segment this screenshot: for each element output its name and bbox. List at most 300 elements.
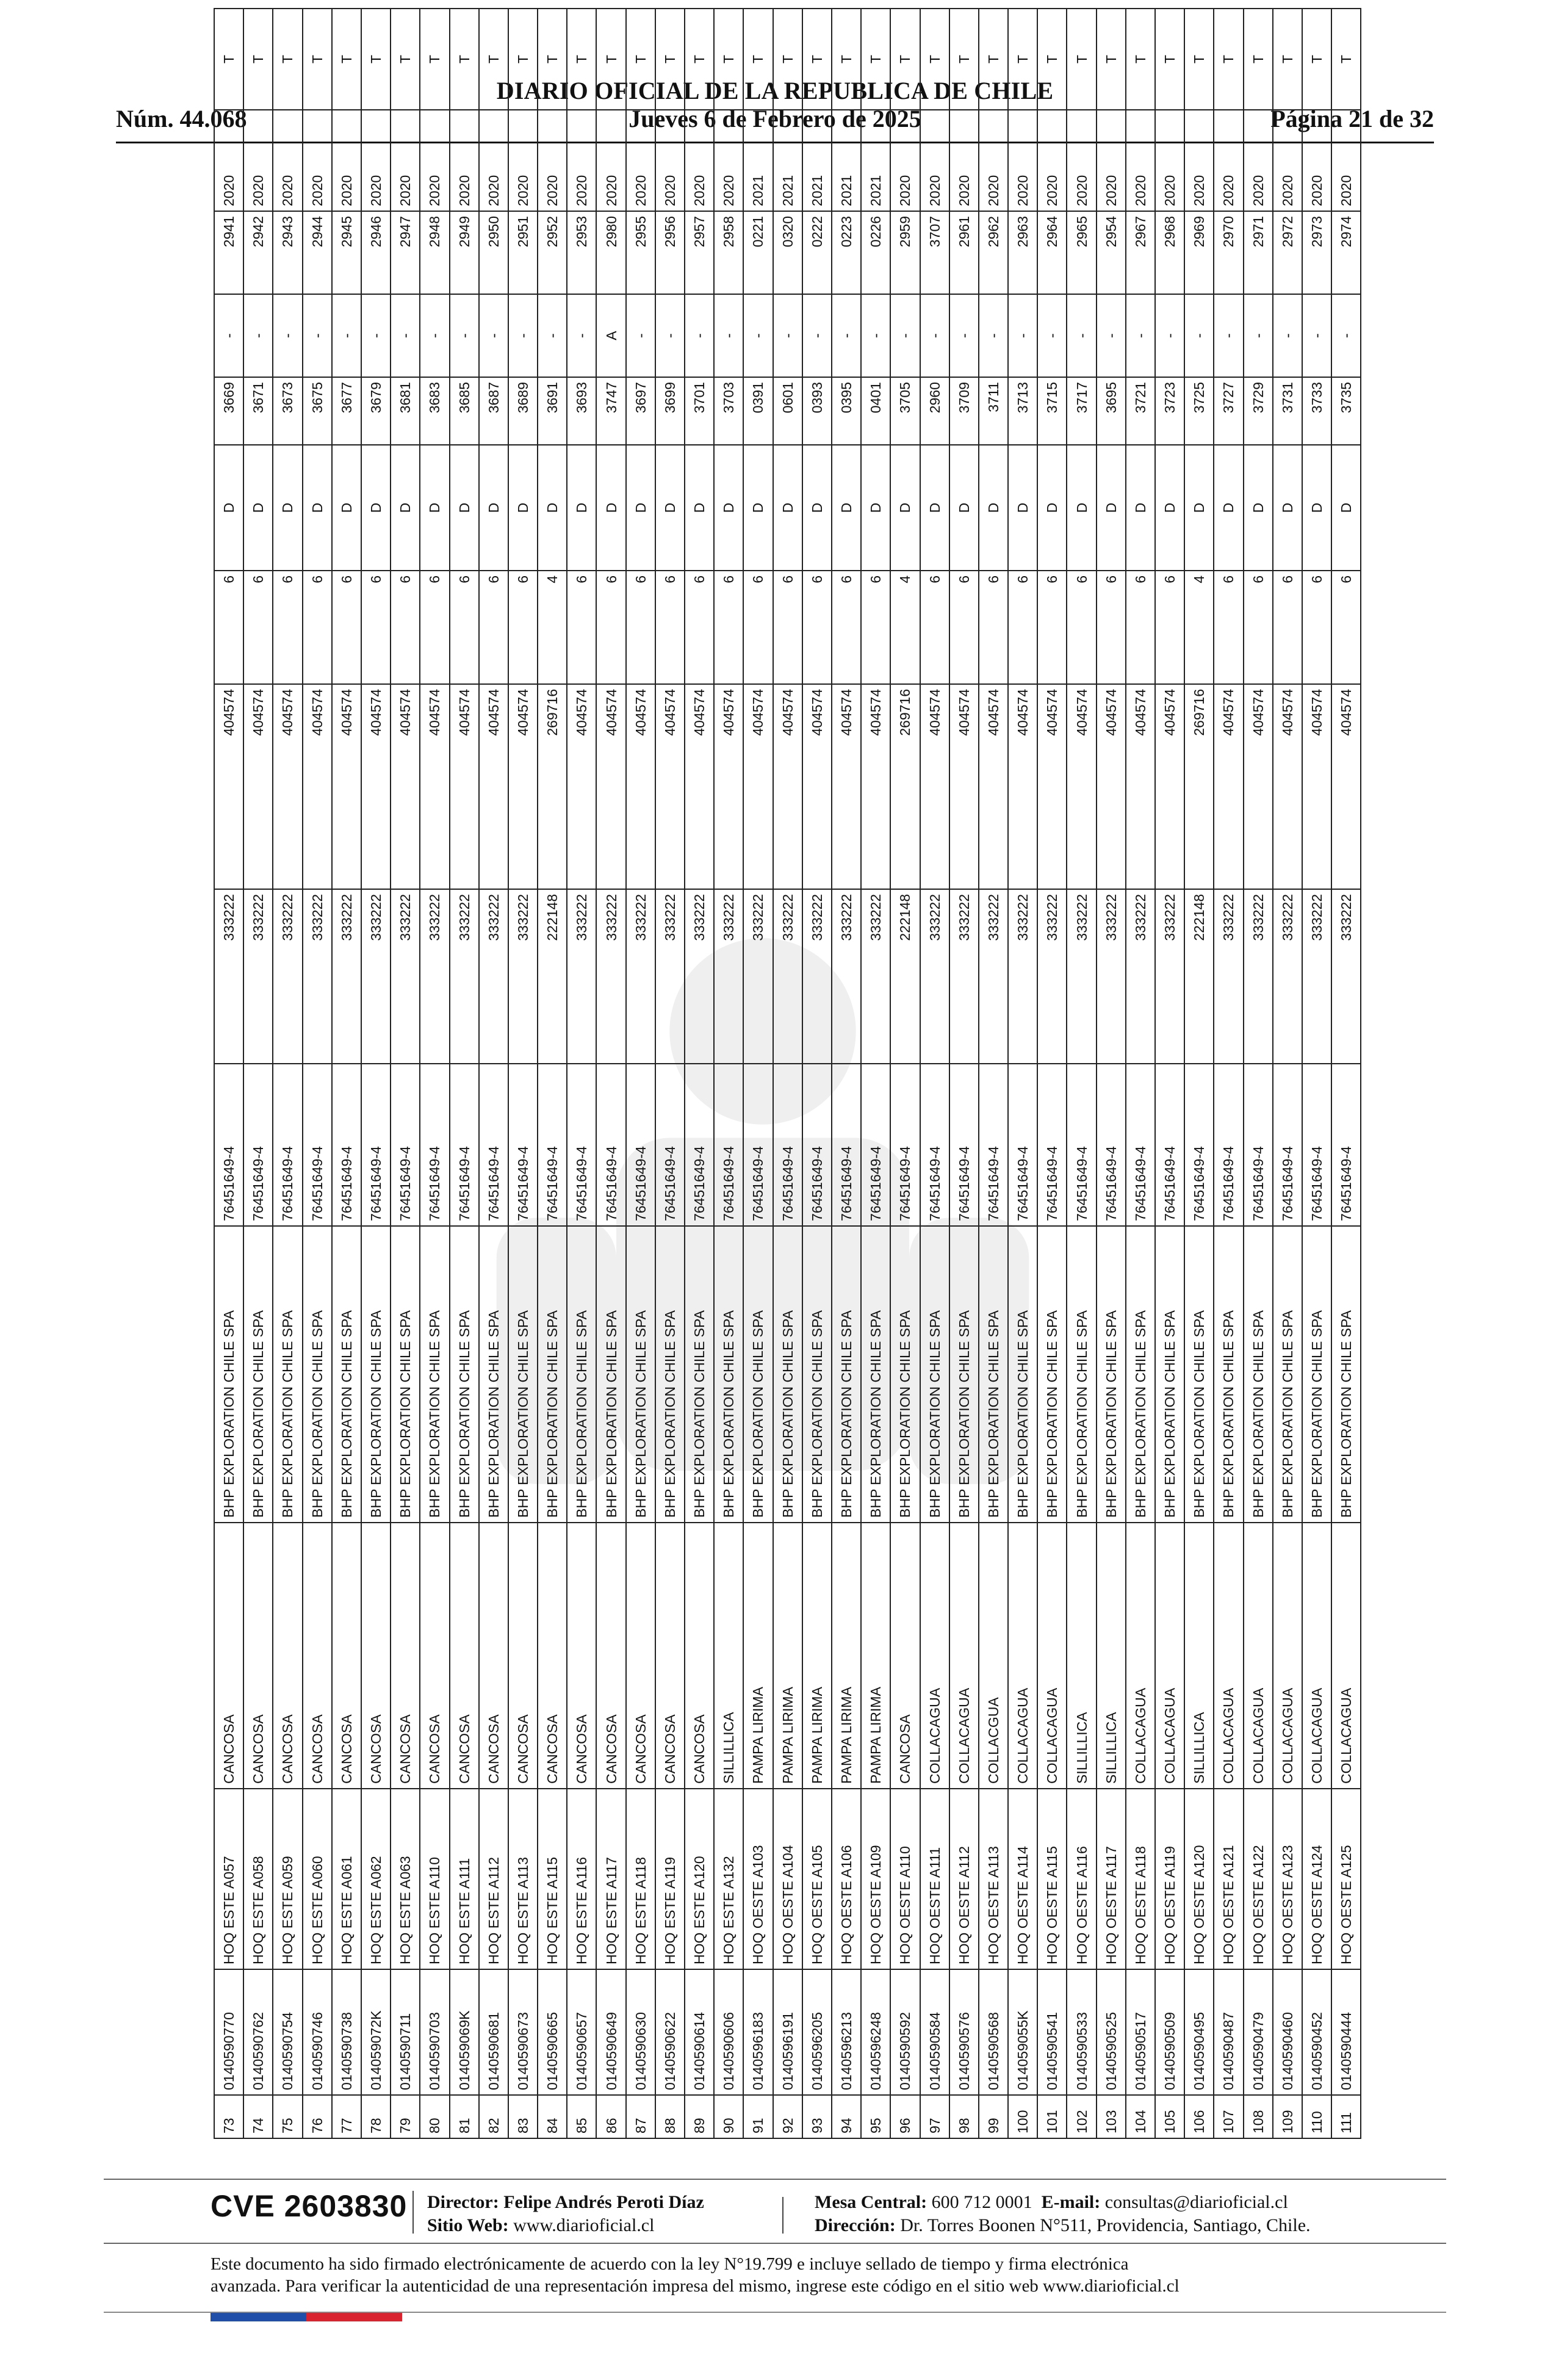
table-cell: 0140590592 bbox=[890, 1969, 920, 2095]
table-cell: HOQ ESTE A132 bbox=[714, 1789, 743, 1969]
table-cell: D bbox=[243, 445, 273, 571]
table-cell: 3685 bbox=[450, 377, 479, 445]
table-cell: 3701 bbox=[685, 377, 714, 445]
table-cell: 106 bbox=[1184, 2095, 1214, 2138]
table-cell: 2020 bbox=[303, 110, 332, 211]
table-row bbox=[1184, 9, 1214, 2138]
table-cell: T bbox=[567, 9, 596, 110]
table-row bbox=[479, 9, 508, 2138]
table-cell: 0140590479 bbox=[1244, 1969, 1273, 2095]
table-cell: 333222 bbox=[1097, 889, 1126, 1064]
table-cell: 3669 bbox=[214, 377, 243, 445]
table-cell: 2964 bbox=[1037, 211, 1067, 294]
table-cell: 4 bbox=[890, 571, 920, 684]
table-cell: D bbox=[1273, 445, 1302, 571]
table-cell: - bbox=[1008, 294, 1037, 377]
table-cell: - bbox=[508, 294, 538, 377]
table-cell: SILLILLICA bbox=[714, 1523, 743, 1789]
table-cell: 3707 bbox=[920, 211, 949, 294]
table-cell: 333222 bbox=[832, 889, 861, 1064]
table-cell: 2020 bbox=[596, 110, 625, 211]
table-cell: 6 bbox=[1331, 571, 1361, 684]
table-cell: T bbox=[273, 9, 302, 110]
page-number: Página 21 de 32 bbox=[1270, 105, 1434, 132]
table-cell: 6 bbox=[1067, 571, 1096, 684]
table-cell: 6 bbox=[479, 571, 508, 684]
table-cell: 0140596213 bbox=[832, 1969, 861, 2095]
table-cell: - bbox=[685, 294, 714, 377]
table-cell: BHP EXPLORATION CHILE SPA bbox=[743, 1226, 773, 1523]
table-cell: 3681 bbox=[391, 377, 420, 445]
table-cell: - bbox=[979, 294, 1008, 377]
table-cell: D bbox=[214, 445, 243, 571]
director-label: Director: bbox=[427, 2192, 499, 2212]
table-cell: 2020 bbox=[1155, 110, 1184, 211]
table-cell: 110 bbox=[1302, 2095, 1331, 2138]
table-cell: 404574 bbox=[1302, 684, 1331, 889]
table-row bbox=[1067, 9, 1096, 2138]
table-cell: PAMPA LIRIMA bbox=[743, 1523, 773, 1789]
table-cell: 2945 bbox=[332, 211, 361, 294]
table-cell: 333222 bbox=[420, 889, 449, 1064]
table-cell: 2020 bbox=[1126, 110, 1155, 211]
table-cell: - bbox=[890, 294, 920, 377]
table-cell: T bbox=[1214, 9, 1243, 110]
table-cell: BHP EXPLORATION CHILE SPA bbox=[626, 1226, 655, 1523]
table-cell: A bbox=[596, 294, 625, 377]
table-cell: 2946 bbox=[361, 211, 391, 294]
table-cell: 76451649-4 bbox=[1244, 1064, 1273, 1226]
table-cell: HOQ ESTE A110 bbox=[420, 1789, 449, 1969]
table-cell: T bbox=[1244, 9, 1273, 110]
table-row bbox=[1244, 9, 1273, 2138]
table-cell: COLLACAGUA bbox=[1214, 1523, 1243, 1789]
table-cell: 76451649-4 bbox=[303, 1064, 332, 1226]
table-cell: 76451649-4 bbox=[743, 1064, 773, 1226]
table-cell: 2969 bbox=[1184, 211, 1214, 294]
table-cell: T bbox=[1037, 9, 1067, 110]
director-name: Felipe Andrés Peroti Díaz bbox=[503, 2192, 704, 2212]
table-cell: T bbox=[979, 9, 1008, 110]
table-cell: BHP EXPLORATION CHILE SPA bbox=[567, 1226, 596, 1523]
table-cell: 6 bbox=[508, 571, 538, 684]
table-row bbox=[1302, 9, 1331, 2138]
table-row bbox=[802, 9, 832, 2138]
table-cell: 2020 bbox=[243, 110, 273, 211]
table-cell: HOQ ESTE A063 bbox=[391, 1789, 420, 1969]
table-cell: 83 bbox=[508, 2095, 538, 2138]
table-cell: 0221 bbox=[743, 211, 773, 294]
table-cell: 404574 bbox=[979, 684, 1008, 889]
table-cell: 014059055K bbox=[1008, 1969, 1037, 2095]
table-cell: HOQ OESTE A114 bbox=[1008, 1789, 1037, 1969]
table-row bbox=[538, 9, 567, 2138]
table-cell: 333222 bbox=[743, 889, 773, 1064]
table-cell: BHP EXPLORATION CHILE SPA bbox=[1155, 1226, 1184, 1523]
table-cell: 2954 bbox=[1097, 211, 1126, 294]
table-cell: 333222 bbox=[1214, 889, 1243, 1064]
table-cell: 109 bbox=[1273, 2095, 1302, 2138]
table-cell: T bbox=[332, 9, 361, 110]
table-cell: 0140590568 bbox=[979, 1969, 1008, 2095]
table-cell: BHP EXPLORATION CHILE SPA bbox=[1302, 1226, 1331, 1523]
table-cell: HOQ ESTE A111 bbox=[450, 1789, 479, 1969]
table-cell: 404574 bbox=[832, 684, 861, 889]
table-cell: CANCOSA bbox=[332, 1523, 361, 1789]
table-cell: HOQ OESTE A113 bbox=[979, 1789, 1008, 1969]
table-cell: 78 bbox=[361, 2095, 391, 2138]
table-cell: 76451649-4 bbox=[626, 1064, 655, 1226]
table-cell: - bbox=[361, 294, 391, 377]
table-cell: HOQ ESTE A115 bbox=[538, 1789, 567, 1969]
table-cell: CANCOSA bbox=[567, 1523, 596, 1789]
table-cell: 3695 bbox=[1097, 377, 1126, 445]
table-cell: 333222 bbox=[567, 889, 596, 1064]
table-cell: HOQ ESTE A119 bbox=[655, 1789, 685, 1969]
table-cell: D bbox=[920, 445, 949, 571]
table-cell: 76451649-4 bbox=[1302, 1064, 1331, 1226]
table-cell: 2020 bbox=[567, 110, 596, 211]
table-cell: 4 bbox=[538, 571, 567, 684]
table-cell: 2967 bbox=[1126, 211, 1155, 294]
table-cell: 6 bbox=[949, 571, 979, 684]
table-cell: - bbox=[243, 294, 273, 377]
table-row bbox=[979, 9, 1008, 2138]
table-row bbox=[832, 9, 861, 2138]
table-cell: HOQ OESTE A106 bbox=[832, 1789, 861, 1969]
table-cell: - bbox=[1331, 294, 1361, 377]
table-cell: 0140590444 bbox=[1331, 1969, 1361, 2095]
table-cell: 0140590649 bbox=[596, 1969, 625, 2095]
table-cell: D bbox=[890, 445, 920, 571]
table-cell: D bbox=[479, 445, 508, 571]
table-cell: 2020 bbox=[508, 110, 538, 211]
email-link[interactable]: consultas@diarioficial.cl bbox=[1104, 2192, 1288, 2212]
table-row bbox=[391, 9, 420, 2138]
table-cell: - bbox=[479, 294, 508, 377]
table-cell: 3691 bbox=[538, 377, 567, 445]
table-cell: HOQ ESTE A117 bbox=[596, 1789, 625, 1969]
table-cell: 76451649-4 bbox=[714, 1064, 743, 1226]
table-cell: HOQ OESTE A105 bbox=[802, 1789, 832, 1969]
table-row bbox=[1331, 9, 1361, 2138]
table-cell: 76451649-4 bbox=[361, 1064, 391, 1226]
table-cell: 3731 bbox=[1273, 377, 1302, 445]
table-cell: 100 bbox=[1008, 2095, 1037, 2138]
table-cell: 76451649-4 bbox=[450, 1064, 479, 1226]
table-cell: 333222 bbox=[332, 889, 361, 1064]
table-cell: CANCOSA bbox=[361, 1523, 391, 1789]
table-cell: T bbox=[890, 9, 920, 110]
table-cell: 333222 bbox=[1155, 889, 1184, 1064]
table-cell: HOQ ESTE A118 bbox=[626, 1789, 655, 1969]
table-cell: 3723 bbox=[1155, 377, 1184, 445]
table-cell: 76451649-4 bbox=[802, 1064, 832, 1226]
table-cell: D bbox=[361, 445, 391, 571]
table-cell: 6 bbox=[420, 571, 449, 684]
table-cell: 81 bbox=[450, 2095, 479, 2138]
table-cell: D bbox=[596, 445, 625, 571]
table-cell: 85 bbox=[567, 2095, 596, 2138]
table-cell: BHP EXPLORATION CHILE SPA bbox=[1214, 1226, 1243, 1523]
table-cell: 269716 bbox=[890, 684, 920, 889]
table-cell: D bbox=[626, 445, 655, 571]
table-row bbox=[655, 9, 685, 2138]
table-cell: 76451649-4 bbox=[1155, 1064, 1184, 1226]
table-cell: 333222 bbox=[361, 889, 391, 1064]
table-cell: 2021 bbox=[773, 110, 802, 211]
table-cell: 2020 bbox=[1244, 110, 1273, 211]
table-cell: 2021 bbox=[743, 110, 773, 211]
table-cell: PAMPA LIRIMA bbox=[861, 1523, 890, 1789]
table-cell: T bbox=[391, 9, 420, 110]
legal-notice bbox=[211, 2253, 1370, 2297]
table-cell: 76451649-4 bbox=[1331, 1064, 1361, 1226]
table-cell: HOQ OESTE A116 bbox=[1067, 1789, 1096, 1969]
site-label: Sitio Web: bbox=[427, 2215, 509, 2235]
table-cell: - bbox=[1037, 294, 1067, 377]
table-cell: COLLACAGUA bbox=[1155, 1523, 1184, 1789]
table-cell: T bbox=[538, 9, 567, 110]
table-cell: 2958 bbox=[714, 211, 743, 294]
table-cell: 80 bbox=[420, 2095, 449, 2138]
table-cell: COLLACAGUA bbox=[1331, 1523, 1361, 1789]
table-cell: 333222 bbox=[1331, 889, 1361, 1064]
table-cell: 96 bbox=[890, 2095, 920, 2138]
table-cell: BHP EXPLORATION CHILE SPA bbox=[1273, 1226, 1302, 1523]
table-cell: HOQ ESTE A113 bbox=[508, 1789, 538, 1969]
table-row bbox=[273, 9, 302, 2138]
table-cell: BHP EXPLORATION CHILE SPA bbox=[596, 1226, 625, 1523]
table-cell: - bbox=[214, 294, 243, 377]
table-cell: 404574 bbox=[508, 684, 538, 889]
table-cell: 333222 bbox=[243, 889, 273, 1064]
table-cell: 2949 bbox=[450, 211, 479, 294]
table-cell: COLLACGUA bbox=[979, 1523, 1008, 1789]
table-cell: - bbox=[743, 294, 773, 377]
table-cell: 6 bbox=[243, 571, 273, 684]
table-row bbox=[1273, 9, 1302, 2138]
table-cell: 269716 bbox=[538, 684, 567, 889]
table-cell: - bbox=[1184, 294, 1214, 377]
table-cell: 3735 bbox=[1331, 377, 1361, 445]
table-cell: HOQ OESTE A123 bbox=[1273, 1789, 1302, 1969]
table-cell: 333222 bbox=[949, 889, 979, 1064]
table-cell: 2020 bbox=[655, 110, 685, 211]
table-cell: HOQ OESTE A104 bbox=[773, 1789, 802, 1969]
table-cell: T bbox=[450, 9, 479, 110]
table-cell: 6 bbox=[1126, 571, 1155, 684]
table-cell: 79 bbox=[391, 2095, 420, 2138]
table-cell: HOQ OESTE A121 bbox=[1214, 1789, 1243, 1969]
table-cell: T bbox=[361, 9, 391, 110]
table-cell: HOQ OESTE A117 bbox=[1097, 1789, 1126, 1969]
contact-block bbox=[815, 2191, 1311, 2237]
table-cell: BHP EXPLORATION CHILE SPA bbox=[920, 1226, 949, 1523]
table-cell: 333222 bbox=[979, 889, 1008, 1064]
table-row bbox=[743, 9, 773, 2138]
table-cell: T bbox=[626, 9, 655, 110]
table-cell: 6 bbox=[567, 571, 596, 684]
table-cell: 0140590576 bbox=[949, 1969, 979, 2095]
table-cell: 0391 bbox=[743, 377, 773, 445]
table-cell: 0140590762 bbox=[243, 1969, 273, 2095]
table-cell: 2970 bbox=[1214, 211, 1243, 294]
table-cell: BHP EXPLORATION CHILE SPA bbox=[949, 1226, 979, 1523]
table-cell: 87 bbox=[626, 2095, 655, 2138]
table-cell: BHP EXPLORATION CHILE SPA bbox=[1331, 1226, 1361, 1523]
table-row bbox=[861, 9, 890, 2138]
table-cell: 404574 bbox=[567, 684, 596, 889]
table-cell: 0140590673 bbox=[508, 1969, 538, 2095]
table-cell: 2020 bbox=[538, 110, 567, 211]
table-cell: BHP EXPLORATION CHILE SPA bbox=[538, 1226, 567, 1523]
table-cell: 404574 bbox=[243, 684, 273, 889]
table-cell: 0140590630 bbox=[626, 1969, 655, 2095]
table-cell: 3709 bbox=[949, 377, 979, 445]
table-cell: BHP EXPLORATION CHILE SPA bbox=[391, 1226, 420, 1523]
table-cell: T bbox=[1155, 9, 1184, 110]
table-cell: 0395 bbox=[832, 377, 861, 445]
table-cell: HOQ OESTE A125 bbox=[1331, 1789, 1361, 1969]
table-cell: - bbox=[1214, 294, 1243, 377]
table-cell: - bbox=[626, 294, 655, 377]
table-cell: PAMPA LIRIMA bbox=[773, 1523, 802, 1789]
table-cell: 404574 bbox=[450, 684, 479, 889]
table-cell: 333222 bbox=[1302, 889, 1331, 1064]
table-cell: 0222 bbox=[802, 211, 832, 294]
table-cell: 3715 bbox=[1037, 377, 1067, 445]
table-cell: 333222 bbox=[1273, 889, 1302, 1064]
table-row bbox=[949, 9, 979, 2138]
table-cell: - bbox=[832, 294, 861, 377]
table-cell: T bbox=[479, 9, 508, 110]
table-row bbox=[450, 9, 479, 2138]
table-cell: 6 bbox=[920, 571, 949, 684]
table-cell: 0140596191 bbox=[773, 1969, 802, 2095]
table-cell: 404574 bbox=[479, 684, 508, 889]
table-cell: 404574 bbox=[626, 684, 655, 889]
table-cell: 104 bbox=[1126, 2095, 1155, 2138]
table-cell: 0140590460 bbox=[1273, 1969, 1302, 2095]
table-cell: D bbox=[1126, 445, 1155, 571]
table-cell: 404574 bbox=[1037, 684, 1067, 889]
table-cell: - bbox=[303, 294, 332, 377]
table-cell: 404574 bbox=[802, 684, 832, 889]
table-row bbox=[685, 9, 714, 2138]
table-cell: 76451649-4 bbox=[420, 1064, 449, 1226]
table-cell: 0140590487 bbox=[1214, 1969, 1243, 2095]
table-cell: CANCOSA bbox=[508, 1523, 538, 1789]
table-cell: BHP EXPLORATION CHILE SPA bbox=[655, 1226, 685, 1523]
table-cell: 6 bbox=[685, 571, 714, 684]
table-cell: 98 bbox=[949, 2095, 979, 2138]
table-cell: PAMPA LIRIMA bbox=[802, 1523, 832, 1789]
table-cell: 2971 bbox=[1244, 211, 1273, 294]
table-cell: 3693 bbox=[567, 377, 596, 445]
table-cell: BHP EXPLORATION CHILE SPA bbox=[420, 1226, 449, 1523]
table-cell: 0401 bbox=[861, 377, 890, 445]
table-cell: 6 bbox=[273, 571, 302, 684]
table-cell: - bbox=[861, 294, 890, 377]
table-row bbox=[243, 9, 273, 2138]
table-cell: D bbox=[273, 445, 302, 571]
table-cell: BHP EXPLORATION CHILE SPA bbox=[1008, 1226, 1037, 1523]
table-cell: 101 bbox=[1037, 2095, 1067, 2138]
table-cell: - bbox=[1244, 294, 1273, 377]
table-cell: 76451649-4 bbox=[332, 1064, 361, 1226]
table-cell: BHP EXPLORATION CHILE SPA bbox=[243, 1226, 273, 1523]
table-cell: COLLACAGUA bbox=[1302, 1523, 1331, 1789]
table-cell: 2020 bbox=[479, 110, 508, 211]
table-cell: CANCOSA bbox=[450, 1523, 479, 1789]
table-cell: 333222 bbox=[1126, 889, 1155, 1064]
table-cell: 2963 bbox=[1008, 211, 1037, 294]
table-cell: 76451649-4 bbox=[861, 1064, 890, 1226]
table-cell: 333222 bbox=[303, 889, 332, 1064]
table-cell: 105 bbox=[1155, 2095, 1184, 2138]
footer-divider-top bbox=[104, 2179, 1446, 2180]
table-cell: 333222 bbox=[508, 889, 538, 1064]
table-cell: 6 bbox=[1155, 571, 1184, 684]
legal-line-1: Este documento ha sido firmado electrónicamente de acuerdo con la ley N°19.799 e incluye sellado de tiempo y firma electrónica bbox=[211, 2254, 1129, 2274]
table-cell: BHP EXPLORATION CHILE SPA bbox=[802, 1226, 832, 1523]
table-cell: 2020 bbox=[1097, 110, 1126, 211]
table-row bbox=[508, 9, 538, 2138]
table-row bbox=[361, 9, 391, 2138]
table-cell: 0140590541 bbox=[1037, 1969, 1067, 2095]
table-cell: 2020 bbox=[1067, 110, 1096, 211]
table-cell: HOQ ESTE A060 bbox=[303, 1789, 332, 1969]
table-cell: D bbox=[685, 445, 714, 571]
table-cell: - bbox=[538, 294, 567, 377]
table-cell: BHP EXPLORATION CHILE SPA bbox=[332, 1226, 361, 1523]
table-cell: 2020 bbox=[273, 110, 302, 211]
table-cell: 404574 bbox=[1244, 684, 1273, 889]
table-cell: CANCOSA bbox=[479, 1523, 508, 1789]
table-cell: 333222 bbox=[1067, 889, 1096, 1064]
table-cell: 86 bbox=[596, 2095, 625, 2138]
table-cell: - bbox=[1097, 294, 1126, 377]
table-cell: 93 bbox=[802, 2095, 832, 2138]
table-cell: 76451649-4 bbox=[655, 1064, 685, 1226]
table-cell: 2020 bbox=[1008, 110, 1037, 211]
table-cell: T bbox=[773, 9, 802, 110]
table-cell: - bbox=[1273, 294, 1302, 377]
table-cell: 0140590533 bbox=[1067, 1969, 1096, 2095]
table-cell: D bbox=[303, 445, 332, 571]
table-cell: 333222 bbox=[1037, 889, 1067, 1064]
table-cell: 0140590525 bbox=[1097, 1969, 1126, 2095]
email-label: E-mail: bbox=[1041, 2192, 1101, 2212]
site-link[interactable]: www.diarioficial.cl bbox=[513, 2215, 655, 2235]
table-cell: 404574 bbox=[861, 684, 890, 889]
table-cell: 0140590614 bbox=[685, 1969, 714, 2095]
table-cell: 333222 bbox=[861, 889, 890, 1064]
table-cell: 0226 bbox=[861, 211, 890, 294]
table-cell: COLLACAGUA bbox=[1126, 1523, 1155, 1789]
table-row bbox=[1126, 9, 1155, 2138]
table-cell: 0140590754 bbox=[273, 1969, 302, 2095]
table-row bbox=[1155, 9, 1184, 2138]
table-cell: 76451649-4 bbox=[890, 1064, 920, 1226]
table-cell: 76451649-4 bbox=[273, 1064, 302, 1226]
table-cell: 6 bbox=[1097, 571, 1126, 684]
table-cell: 0140590746 bbox=[303, 1969, 332, 2095]
table-cell: 2947 bbox=[391, 211, 420, 294]
table-cell: 404574 bbox=[920, 684, 949, 889]
table-cell: 2968 bbox=[1155, 211, 1184, 294]
